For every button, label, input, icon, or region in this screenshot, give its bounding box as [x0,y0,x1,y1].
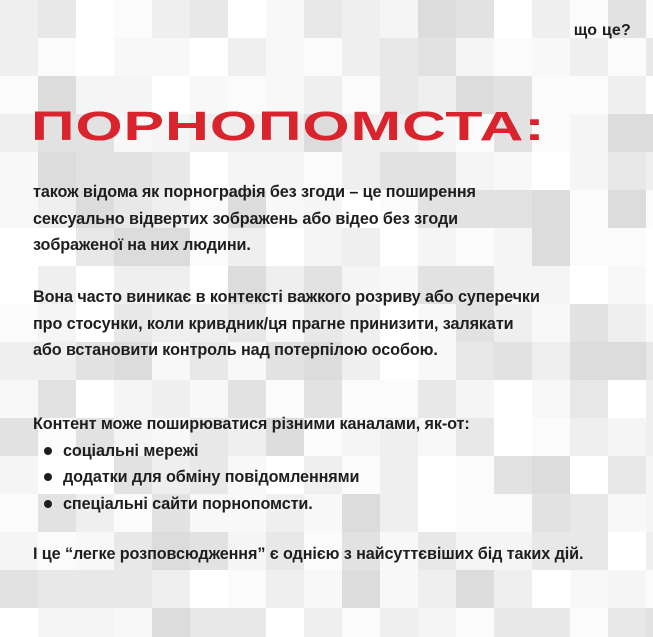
mosaic-tile [570,152,608,190]
mosaic-tile [304,608,342,637]
mosaic-tile [646,76,653,114]
mosaic-tile [190,608,228,637]
mosaic-tile [646,456,653,494]
mosaic-tile [494,38,532,76]
mosaic-tile [76,570,114,608]
mosaic-tile [646,418,653,456]
mosaic-tile [608,494,646,532]
mosaic-tile [228,38,266,76]
mosaic-tile [494,152,532,190]
mosaic-tile [570,76,608,114]
mosaic-tile [494,380,532,418]
mosaic-tile [608,114,646,152]
mosaic-tile [570,342,608,380]
mosaic-tile [266,38,304,76]
mosaic-tile [646,304,653,342]
mosaic-tile [646,190,653,228]
mosaic-tile [646,570,653,608]
mosaic-tile [38,570,76,608]
mosaic-tile [570,266,608,304]
mosaic-tile [456,38,494,76]
channels-intro: Контент може поширюватися різними каналами, як-от: [33,415,470,433]
mosaic-tile [532,608,570,637]
mosaic-tile [418,0,456,38]
mosaic-tile [570,608,608,637]
mosaic-tile [532,38,570,76]
mosaic-tile [646,0,653,38]
mosaic-tile [494,0,532,38]
mosaic-tile [114,608,152,637]
text-line: про стосунки, коли кривдник/ця прагне принизити, залякати [33,314,514,333]
mosaic-tile [570,570,608,608]
mosaic-tile [114,38,152,76]
mosaic-tile [608,76,646,114]
mosaic-tile [646,342,653,380]
mosaic-tile [570,456,608,494]
mosaic-tile [342,608,380,637]
mosaic-tile [152,608,190,637]
mosaic-tile [646,152,653,190]
mosaic-tile [608,570,646,608]
mosaic-tile [38,38,76,76]
mosaic-tile [494,456,532,494]
mosaic-tile [608,38,646,76]
mosaic-tile [608,152,646,190]
text-line: зображеної на них людини. [33,236,251,254]
channels-list [33,438,470,518]
mosaic-tile [608,380,646,418]
mosaic-tile [304,0,342,38]
mosaic-tile [570,380,608,418]
mosaic-tile [380,0,418,38]
mosaic-tile [0,38,38,76]
mosaic-tile [646,228,653,266]
corner-note: що це? [573,22,631,39]
mosaic-tile [228,0,266,38]
mosaic-tile [266,570,304,608]
mosaic-tile [646,494,653,532]
mosaic-tile [608,228,646,266]
mosaic-tile [532,456,570,494]
mosaic-tile [228,570,266,608]
mosaic-tile [228,608,266,637]
mosaic-tile [190,0,228,38]
mosaic-tile [646,266,653,304]
mosaic-tile [646,380,653,418]
mosaic-tile [646,532,653,570]
text-line: також відома як порнографія без згоди – це поширення [33,183,476,201]
closing-paragraph [33,541,583,568]
mosaic-tile [532,418,570,456]
mosaic-tile [570,38,608,76]
mosaic-tile [570,228,608,266]
mosaic-tile [190,38,228,76]
mosaic-tile [532,494,570,532]
mosaic-tile [608,608,646,637]
mosaic-tile [532,380,570,418]
mosaic-tile [646,608,653,637]
mosaic-tile [532,570,570,608]
mosaic-tile [494,418,532,456]
mosaic-tile [418,38,456,76]
mosaic-tile [114,0,152,38]
mosaic-tile [608,266,646,304]
mosaic-tile [570,494,608,532]
list-item: спеціальні сайти порнопомсти. [33,491,470,518]
mosaic-tile [570,114,608,152]
mosaic-tile [114,570,152,608]
mosaic-tile [0,0,38,38]
mosaic-tile [76,608,114,637]
mosaic-tile [190,570,228,608]
mosaic-tile [608,418,646,456]
mosaic-tile [0,570,38,608]
mosaic-tile [342,570,380,608]
mosaic-tile [418,570,456,608]
mosaic-tile [532,0,570,38]
mosaic-tile [342,0,380,38]
mosaic-tile [532,152,570,190]
context-paragraph [33,284,540,364]
mosaic-tile [608,342,646,380]
text-line: або встановити контроль над потерпілою особою. [33,341,438,359]
mosaic-tile [266,0,304,38]
mosaic-tile [380,608,418,637]
text-line: І це “легке розповсюдження” є однією з найсуттєвіших бід таких дій. [33,545,584,563]
mosaic-tile [494,228,532,266]
list-item: додатки для обміну повідомленнями [33,464,470,491]
channels-section [33,411,470,517]
mosaic-tile [266,608,304,637]
mosaic-tile [304,38,342,76]
mosaic-tile [152,570,190,608]
mosaic-tile [570,304,608,342]
mosaic-tile [532,190,570,228]
mosaic-tile [494,190,532,228]
page-title: ПОРНОПОМСТА: [31,103,546,149]
mosaic-tile [380,570,418,608]
mosaic-tile [38,608,76,637]
mosaic-tile [494,608,532,637]
mosaic-tile [646,38,653,76]
mosaic-tile [608,190,646,228]
mosaic-tile [608,532,646,570]
mosaic-tile [608,456,646,494]
list-item: соціальні мережі [33,438,470,465]
text-line: сексуально відвертих зображень або відео без згоди [33,209,459,228]
mosaic-tile [532,228,570,266]
mosaic-tile [494,570,532,608]
mosaic-tile [494,494,532,532]
mosaic-tile [608,304,646,342]
mosaic-tile [456,570,494,608]
mosaic-tile [38,0,76,38]
mosaic-tile [76,38,114,76]
mosaic-tile [418,608,456,637]
mosaic-tile [456,608,494,637]
definition-paragraph [33,179,476,259]
mosaic-tile [0,608,38,637]
mosaic-tile [456,0,494,38]
mosaic-tile [152,0,190,38]
mosaic-tile [342,38,380,76]
mosaic-tile [646,114,653,152]
mosaic-tile [570,418,608,456]
mosaic-tile [570,190,608,228]
mosaic-tile [304,570,342,608]
mosaic-tile [380,38,418,76]
mosaic-tile [152,38,190,76]
mosaic-tile [76,0,114,38]
text-line: Вона часто виникає в контексті важкого розриву або суперечки [33,288,540,306]
